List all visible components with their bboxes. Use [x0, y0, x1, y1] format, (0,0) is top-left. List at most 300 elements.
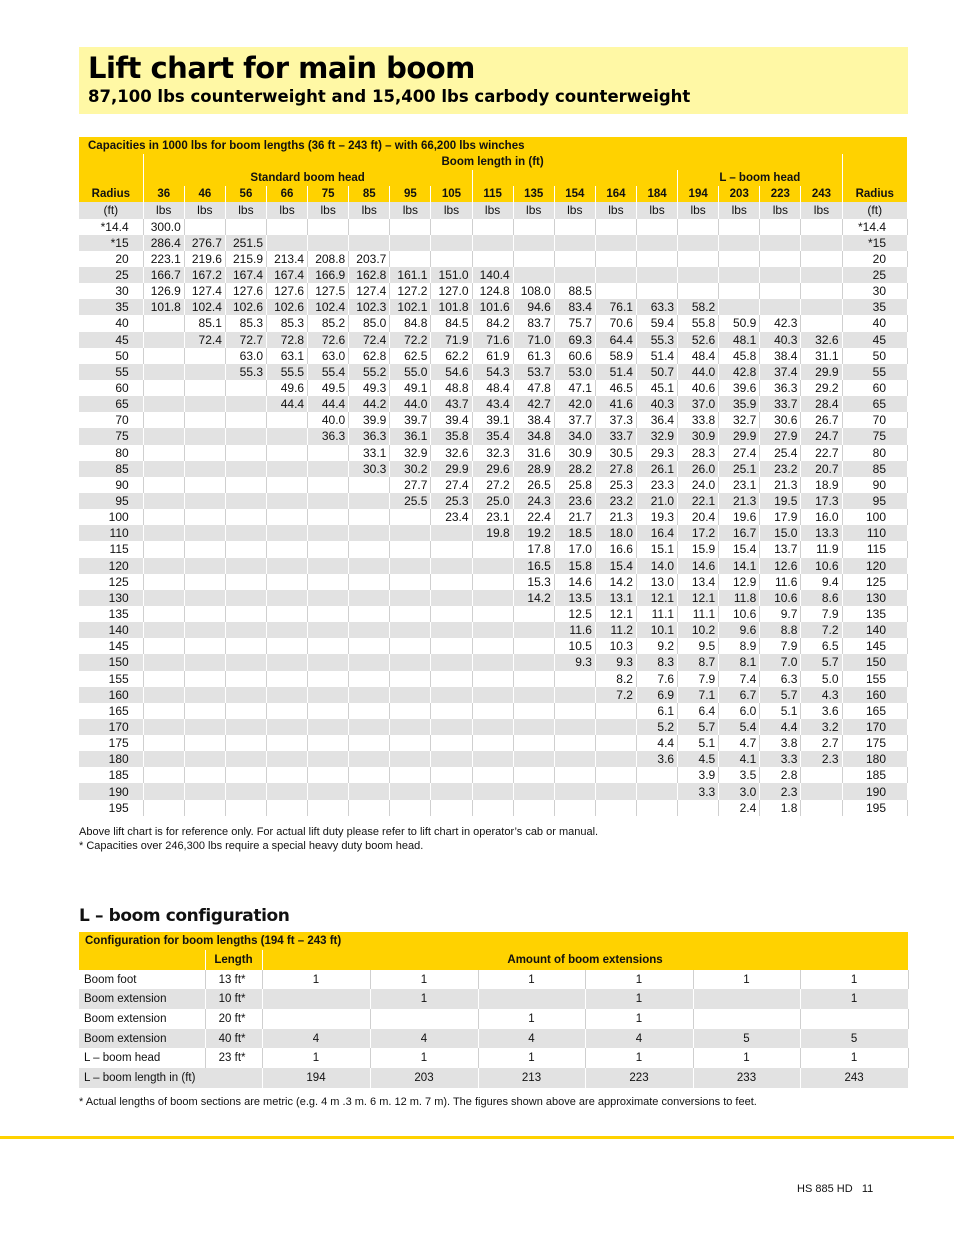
- capacity-cell: 10.6: [760, 590, 801, 606]
- capacity-cell: 6.4: [678, 703, 719, 719]
- extension-count: 1: [478, 1048, 585, 1068]
- capacity-cell: 3.6: [801, 703, 842, 719]
- boom-lengths-row: [79, 186, 908, 202]
- total-length-value: 243: [800, 1068, 908, 1088]
- boom-length-66: 66: [267, 186, 308, 202]
- radius-cell: 65: [79, 396, 143, 412]
- capacity-cell: 2.4: [719, 800, 760, 816]
- table-row: [79, 1029, 908, 1049]
- capacity-cell: 27.8: [595, 461, 636, 477]
- capacity-cell: 94.6: [513, 299, 554, 315]
- capacity-cell: 124.8: [472, 283, 513, 299]
- capacity-cell: [390, 574, 431, 590]
- radius-cell: *14.4: [79, 219, 143, 235]
- capacity-cell: 36.1: [390, 428, 431, 444]
- capacity-cell: [554, 719, 595, 735]
- capacity-cell: [225, 541, 266, 557]
- capacity-cell: 36.3: [760, 380, 801, 396]
- capacity-cell: [390, 525, 431, 541]
- capacity-cell: [267, 219, 308, 235]
- capacity-cell: 85.0: [349, 315, 390, 331]
- table-row: [79, 767, 908, 783]
- capacity-cell: 16.0: [801, 509, 842, 525]
- capacity-cell: [472, 719, 513, 735]
- capacity-cell: [390, 687, 431, 703]
- capacity-cell: [349, 735, 390, 751]
- capacity-cell: [636, 800, 677, 816]
- capacity-cell: 71.6: [472, 332, 513, 348]
- capacity-cell: [595, 800, 636, 816]
- capacity-cell: 26.0: [678, 461, 719, 477]
- capacity-cell: 208.8: [308, 251, 349, 267]
- capacity-cell: [636, 783, 677, 799]
- capacity-cell: 39.7: [390, 412, 431, 428]
- title-banner: [79, 47, 908, 114]
- capacity-cell: 9.2: [636, 638, 677, 654]
- radius-cell: 95: [842, 493, 907, 509]
- capacity-cell: [143, 380, 184, 396]
- capacity-cell: 7.6: [636, 671, 677, 687]
- table-row: [79, 622, 908, 638]
- capacity-cell: [472, 541, 513, 557]
- page-footer: [797, 1183, 873, 1195]
- capacity-cell: 12.1: [595, 606, 636, 622]
- capacity-cell: 101.8: [431, 299, 472, 315]
- radius-cell: 25: [79, 267, 143, 283]
- extension-count: 1: [370, 989, 478, 1009]
- capacity-cell: [431, 251, 472, 267]
- boom-length-223: 223: [760, 186, 801, 202]
- capacity-cell: 2.3: [801, 751, 842, 767]
- capacity-cell: [472, 219, 513, 235]
- capacity-cell: 12.6: [760, 558, 801, 574]
- capacity-cell: [349, 541, 390, 557]
- radius-cell: 125: [79, 574, 143, 590]
- capacity-cell: [267, 412, 308, 428]
- capacity-cell: 276.7: [184, 235, 225, 251]
- lift-chart-table: [79, 137, 908, 816]
- capacity-cell: [184, 380, 225, 396]
- capacity-cell: 8.6: [801, 590, 842, 606]
- capacity-cell: 16.7: [719, 525, 760, 541]
- capacity-cell: [636, 251, 677, 267]
- capacity-cell: 18.9: [801, 477, 842, 493]
- capacity-cell: 54.3: [472, 364, 513, 380]
- capacity-cell: 3.0: [719, 783, 760, 799]
- capacity-cell: [349, 638, 390, 654]
- boom-length-243: 243: [801, 186, 842, 202]
- capacity-cell: [431, 574, 472, 590]
- radius-cell: 45: [842, 332, 907, 348]
- capacity-cell: 15.0: [760, 525, 801, 541]
- capacity-cell: 50.7: [636, 364, 677, 380]
- table-row: [79, 299, 908, 315]
- capacity-cell: 34.0: [554, 428, 595, 444]
- capacity-cell: 19.3: [636, 509, 677, 525]
- radius-cell: 20: [79, 251, 143, 267]
- configuration-note: * Actual lengths of boom sections are metric (e.g. 4 m .3 m. 6 m. 12 m. 7 m). The figures shown above are approximate conversions to feet.: [79, 1096, 757, 1108]
- table-row: [79, 315, 908, 331]
- capacity-cell: [308, 800, 349, 816]
- radius-cell: 45: [79, 332, 143, 348]
- capacity-cell: [349, 509, 390, 525]
- capacity-cell: 9.7: [760, 606, 801, 622]
- capacity-cell: 28.3: [678, 445, 719, 461]
- capacity-cell: [349, 767, 390, 783]
- capacity-cell: [308, 525, 349, 541]
- capacity-cell: 49.6: [267, 380, 308, 396]
- table-row: [79, 735, 908, 751]
- capacity-cell: [801, 267, 842, 283]
- capacity-cell: [349, 219, 390, 235]
- capacity-cell: 5.1: [678, 735, 719, 751]
- lboom-head-label: L – boom head: [678, 170, 842, 186]
- capacity-cell: 53.7: [513, 364, 554, 380]
- capacity-cell: [636, 235, 677, 251]
- capacity-cell: 8.2: [595, 671, 636, 687]
- capacity-cell: 88.5: [554, 283, 595, 299]
- capacity-cell: 8.8: [760, 622, 801, 638]
- table-row: [79, 219, 908, 235]
- capacity-cell: [636, 767, 677, 783]
- capacity-cell: [513, 235, 554, 251]
- table-row: [79, 283, 908, 299]
- capacity-cell: 16.6: [595, 541, 636, 557]
- capacity-cell: [225, 719, 266, 735]
- capacity-cell: 30.2: [390, 461, 431, 477]
- capacity-cell: [184, 493, 225, 509]
- capacity-cell: [225, 509, 266, 525]
- boom-length-75: 75: [308, 186, 349, 202]
- total-length-row: [79, 1068, 908, 1088]
- capacity-cell: 53.0: [554, 364, 595, 380]
- capacity-cell: 127.5: [308, 283, 349, 299]
- radius-cell: 50: [842, 348, 907, 364]
- capacity-cell: 30.9: [678, 428, 719, 444]
- capacity-cell: 58.9: [595, 348, 636, 364]
- capacity-cell: 84.2: [472, 315, 513, 331]
- capacity-cell: [184, 541, 225, 557]
- radius-cell: 25: [842, 267, 907, 283]
- capacity-cell: [308, 574, 349, 590]
- radius-cell: 95: [79, 493, 143, 509]
- capacity-cell: 5.2: [636, 719, 677, 735]
- capacity-cell: 32.6: [431, 445, 472, 461]
- capacity-cell: [390, 638, 431, 654]
- radius-cell: 65: [842, 396, 907, 412]
- capacity-cell: [267, 445, 308, 461]
- capacity-cell: 30.6: [760, 412, 801, 428]
- capacity-cell: [225, 767, 266, 783]
- capacity-cell: 32.6: [801, 332, 842, 348]
- capacity-cell: [472, 558, 513, 574]
- capacity-cell: 7.0: [760, 654, 801, 670]
- capacity-cell: [308, 590, 349, 606]
- table-row: [79, 428, 908, 444]
- capacity-unit: lbs: [636, 202, 677, 218]
- radius-cell: 60: [79, 380, 143, 396]
- capacity-cell: 63.1: [267, 348, 308, 364]
- boom-length-135: 135: [513, 186, 554, 202]
- capacity-cell: 15.8: [554, 558, 595, 574]
- capacity-cell: [801, 783, 842, 799]
- extension-count: 4: [370, 1029, 478, 1049]
- capacity-cell: [184, 428, 225, 444]
- capacity-cell: [349, 654, 390, 670]
- capacity-cell: [143, 767, 184, 783]
- capacity-cell: [390, 219, 431, 235]
- capacity-cell: 30.3: [349, 461, 390, 477]
- capacity-cell: 102.6: [267, 299, 308, 315]
- capacity-cell: [431, 719, 472, 735]
- capacity-cell: 8.1: [719, 654, 760, 670]
- capacity-cell: 23.1: [719, 477, 760, 493]
- table-row: [79, 251, 908, 267]
- capacity-cell: 21.3: [595, 509, 636, 525]
- extension-count: 1: [478, 970, 585, 990]
- capacity-cell: [595, 251, 636, 267]
- capacity-cell: [184, 687, 225, 703]
- radius-cell: 135: [79, 606, 143, 622]
- capacity-cell: 167.4: [267, 267, 308, 283]
- table-row: [79, 396, 908, 412]
- capacity-cell: 24.0: [678, 477, 719, 493]
- extension-count: 4: [585, 1029, 693, 1049]
- capacity-cell: 36.3: [349, 428, 390, 444]
- capacity-cell: 33.7: [595, 428, 636, 444]
- capacity-cell: 23.4: [431, 509, 472, 525]
- capacity-cell: [225, 783, 266, 799]
- capacity-cell: [225, 461, 266, 477]
- capacity-cell: 50.9: [719, 315, 760, 331]
- capacity-cell: 30.9: [554, 445, 595, 461]
- component-label: Boom extension: [79, 989, 205, 1009]
- capacity-cell: 3.5: [719, 767, 760, 783]
- capacity-cell: [472, 735, 513, 751]
- radius-unit-right: (ft): [842, 202, 907, 218]
- total-length-label: L – boom length in (ft): [79, 1068, 262, 1088]
- capacity-cell: 85.1: [184, 315, 225, 331]
- capacity-cell: [390, 735, 431, 751]
- capacity-cell: [308, 493, 349, 509]
- capacity-cell: [349, 558, 390, 574]
- capacity-cell: [513, 267, 554, 283]
- radius-cell: *15: [79, 235, 143, 251]
- capacity-cell: 42.0: [554, 396, 595, 412]
- capacity-cell: 83.4: [554, 299, 595, 315]
- table-row: [79, 235, 908, 251]
- table-row: [79, 606, 908, 622]
- capacity-cell: 62.8: [349, 348, 390, 364]
- capacity-cell: [431, 783, 472, 799]
- capacity-cell: 29.9: [431, 461, 472, 477]
- capacity-cell: 22.7: [801, 445, 842, 461]
- capacity-cell: 6.7: [719, 687, 760, 703]
- capacity-cell: [431, 654, 472, 670]
- capacity-cell: 85.3: [225, 315, 266, 331]
- capacity-cell: 44.0: [390, 396, 431, 412]
- table-row: [79, 267, 908, 283]
- component-label: Boom extension: [79, 1029, 205, 1049]
- capacity-cell: 27.4: [719, 445, 760, 461]
- capacity-cell: [349, 751, 390, 767]
- capacity-unit: lbs: [431, 202, 472, 218]
- capacity-cell: 22.4: [513, 509, 554, 525]
- boom-length-85: 85: [349, 186, 390, 202]
- capacity-cell: [184, 638, 225, 654]
- capacity-cell: [431, 622, 472, 638]
- capacity-cell: [349, 477, 390, 493]
- capacity-cell: 15.9: [678, 541, 719, 557]
- capacity-cell: 12.1: [636, 590, 677, 606]
- capacity-cell: 60.6: [554, 348, 595, 364]
- capacity-cell: [513, 671, 554, 687]
- capacity-cell: [678, 251, 719, 267]
- capacity-cell: [308, 703, 349, 719]
- capacity-cell: 49.5: [308, 380, 349, 396]
- capacity-unit: lbs: [554, 202, 595, 218]
- capacity-cell: [390, 671, 431, 687]
- capacity-cell: [349, 590, 390, 606]
- capacity-cell: 30.5: [595, 445, 636, 461]
- capacity-unit: lbs: [143, 202, 184, 218]
- capacity-cell: [390, 783, 431, 799]
- radius-cell: 195: [842, 800, 907, 816]
- capacity-cell: [513, 606, 554, 622]
- capacity-cell: [308, 671, 349, 687]
- chart-caption: Capacities in 1000 lbs for boom lengths (36 ft – 243 ft) – with 66,200 lbs winches: [79, 137, 908, 154]
- capacity-cell: 25.3: [595, 477, 636, 493]
- capacity-cell: 72.7: [225, 332, 266, 348]
- capacity-cell: 64.4: [595, 332, 636, 348]
- extension-count: 1: [262, 970, 370, 990]
- header-spacer-left: [79, 170, 143, 186]
- capacity-cell: [308, 477, 349, 493]
- extension-count: [800, 1009, 908, 1029]
- capacity-cell: [595, 267, 636, 283]
- capacity-cell: [267, 654, 308, 670]
- radius-header-right: Radius: [842, 186, 907, 202]
- capacity-cell: 25.3: [431, 493, 472, 509]
- table-row: [79, 364, 908, 380]
- component-length: 20 ft*: [205, 1009, 262, 1029]
- capacity-cell: [308, 509, 349, 525]
- capacity-cell: [225, 558, 266, 574]
- capacity-cell: 42.7: [513, 396, 554, 412]
- capacity-cell: 55.2: [349, 364, 390, 380]
- page-title: Lift chart for main boom: [88, 51, 475, 85]
- capacity-cell: 48.1: [719, 332, 760, 348]
- capacity-cell: 39.9: [349, 412, 390, 428]
- capacity-cell: 3.9: [678, 767, 719, 783]
- capacity-cell: [184, 622, 225, 638]
- capacity-cell: [143, 606, 184, 622]
- radius-cell: 190: [79, 783, 143, 799]
- boom-length-154: 154: [554, 186, 595, 202]
- radius-header-left: Radius: [79, 186, 143, 202]
- capacity-cell: [431, 767, 472, 783]
- capacity-cell: 7.9: [760, 638, 801, 654]
- capacity-cell: 70.6: [595, 315, 636, 331]
- total-length-value: 203: [370, 1068, 478, 1088]
- capacity-cell: 16.5: [513, 558, 554, 574]
- capacity-cell: 101.8: [143, 299, 184, 315]
- capacity-cell: [554, 783, 595, 799]
- capacity-cell: [308, 638, 349, 654]
- extension-count: 4: [478, 1029, 585, 1049]
- capacity-cell: 32.9: [390, 445, 431, 461]
- capacity-cell: 19.6: [719, 509, 760, 525]
- capacity-cell: [184, 348, 225, 364]
- capacity-cell: 44.4: [308, 396, 349, 412]
- capacity-cell: [431, 590, 472, 606]
- capacity-cell: 102.1: [390, 299, 431, 315]
- extension-count: 1: [370, 970, 478, 990]
- capacity-cell: [308, 235, 349, 251]
- capacity-cell: 28.4: [801, 396, 842, 412]
- capacity-cell: 72.4: [184, 332, 225, 348]
- capacity-unit: lbs: [760, 202, 801, 218]
- capacity-cell: [143, 525, 184, 541]
- capacity-cell: 58.2: [678, 299, 719, 315]
- radius-cell: 155: [79, 671, 143, 687]
- capacity-cell: 161.1: [390, 267, 431, 283]
- capacity-cell: [595, 767, 636, 783]
- capacity-cell: [143, 428, 184, 444]
- capacity-cell: 13.7: [760, 541, 801, 557]
- capacity-cell: [472, 654, 513, 670]
- capacity-cell: [184, 590, 225, 606]
- capacity-cell: [801, 767, 842, 783]
- capacity-cell: [225, 219, 266, 235]
- radius-cell: 30: [79, 283, 143, 299]
- capacity-cell: 29.9: [801, 364, 842, 380]
- capacity-cell: 127.2: [390, 283, 431, 299]
- component-length: 13 ft*: [205, 970, 262, 990]
- radius-cell: 175: [842, 735, 907, 751]
- capacity-cell: [431, 541, 472, 557]
- capacity-cell: [184, 654, 225, 670]
- capacity-cell: [431, 735, 472, 751]
- radius-cell: 75: [79, 428, 143, 444]
- header-spacer-left: [79, 154, 143, 170]
- header-spacer: [79, 950, 205, 970]
- capacity-cell: [390, 251, 431, 267]
- capacity-cell: 69.3: [554, 332, 595, 348]
- capacity-cell: [349, 493, 390, 509]
- capacity-cell: 11.6: [554, 622, 595, 638]
- capacity-cell: 4.1: [719, 751, 760, 767]
- extension-count: 1: [585, 1048, 693, 1068]
- chart-caption-row: [79, 137, 908, 154]
- capacity-cell: [143, 558, 184, 574]
- capacity-cell: [143, 332, 184, 348]
- capacity-cell: [431, 219, 472, 235]
- capacity-cell: 61.3: [513, 348, 554, 364]
- page-subtitle: 87,100 lbs counterweight and 15,400 lbs carbody counterweight: [88, 87, 691, 106]
- radius-cell: 70: [79, 412, 143, 428]
- total-length-value: 194: [262, 1068, 370, 1088]
- capacity-cell: [636, 283, 677, 299]
- capacity-cell: 54.6: [431, 364, 472, 380]
- capacity-cell: [678, 267, 719, 283]
- capacity-cell: [390, 606, 431, 622]
- capacity-cell: [184, 606, 225, 622]
- capacity-cell: 2.3: [760, 783, 801, 799]
- capacity-cell: 38.4: [760, 348, 801, 364]
- capacity-cell: [143, 396, 184, 412]
- capacity-cell: 40.3: [760, 332, 801, 348]
